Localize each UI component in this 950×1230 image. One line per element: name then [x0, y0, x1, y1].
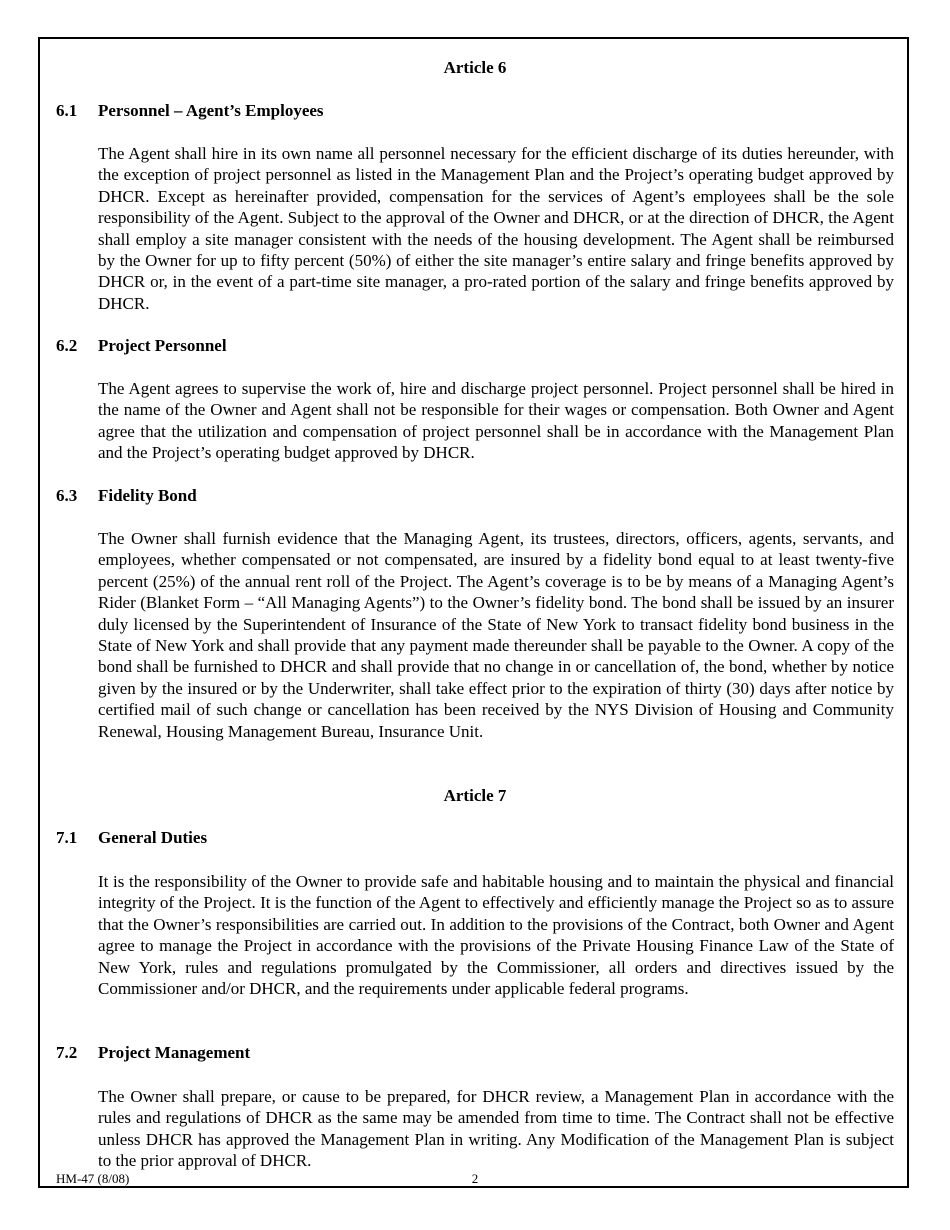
section-title: Project Personnel — [98, 336, 227, 355]
section-6-3-body: The Owner shall furnish evidence that the Managing Agent, its trustees, directors, officers, agents, servants, and employees, whether compensated or not compensated, are insured by a fidelity bond equal to at least twenty-five percent (25%) of the annual rent roll of the Project. The Agent’s coverage is to be by means of a Managing Agent’s Rider (Blanket Form – “All Managing Agents”) to the Owner’s fidelity bond. The bond shall be issued by an insurer duly licensed by the Superintendent of Insurance of the State of New York to transact fidelity bond business in the State of New York and shall provide that any payment made thereunder shall be payable to the Owner. A copy of the bond shall be furnished to DHCR and shall provide that no change in or cancellation of, the bond, whether by notice given by the insured or by the Underwriter, shall take effect prior to the expiration of thirty (30) days after notice by certified mail of such change or cancellation has been received by the NYS Division of Housing and Community Renewal, Housing Management Bureau, Insurance Unit. — [98, 529, 894, 741]
article-7-title: Article 7 — [443, 786, 507, 805]
section-6-2-body: The Agent agrees to supervise the work of, hire and discharge project personnel. Project personnel shall be hired in the name of the Owner and Agent shall not be responsible for their wages or compensation. Both Owner and Agent agree that the utilization and compensation of project personnel shall be in accordance with the Management Plan and the Project’s operating budget approved by DHCR. — [98, 379, 894, 463]
section-7-2-body: The Owner shall prepare, or cause to be prepared, for DHCR review, a Management Plan in accordance with the rules and regulations of DHCR as the same may be amended from time to time. The Contract shall not be effective unless DHCR has approved the Management Plan in writing. Any Modification of the Management Plan is subject to the prior approval of DHCR. — [98, 1087, 894, 1171]
section-title: Personnel – Agent’s Employees — [98, 101, 324, 120]
section-number: 7.2 — [56, 1043, 78, 1062]
section-number: 6.3 — [56, 486, 78, 505]
section-7-1-heading — [56, 828, 207, 848]
article-6-title: Article 6 — [443, 58, 507, 77]
section-title: General Duties — [98, 828, 208, 847]
section-number: 6.1 — [56, 101, 78, 120]
section-6-1-heading — [56, 101, 324, 121]
section-6-3-heading — [56, 486, 197, 506]
form-id: HM-47 (8/08) — [56, 1171, 130, 1186]
section-number: 7.1 — [56, 828, 78, 847]
section-7-1-body: It is the responsibility of the Owner to provide safe and habitable housing and to maintain the physical and financial integrity of the Project. It is the function of the Agent to effectively and efficiently manage the Project so as to assure that the Owner’s responsibilities are carried out. In addition to the provisions of the Contract, both Owner and Agent agree to manage the Project in accordance with the provisions of the Private Housing Finance Law of the State of New York, rules and regulations promulgated by the Commissioner, all orders and directives issued by the Commissioner and/or DHCR, and the requirements under applicable federal programs. — [98, 872, 894, 999]
page-number: 2 — [471, 1171, 479, 1186]
section-number: 6.2 — [56, 336, 78, 355]
section-7-2-heading — [56, 1043, 250, 1063]
section-6-2-heading — [56, 336, 227, 356]
section-title: Fidelity Bond — [98, 486, 197, 505]
section-title: Project Management — [98, 1043, 251, 1062]
section-6-1-body: The Agent shall hire in its own name all personnel necessary for the efficient discharge of its duties hereunder, with the exception of project personnel as listed in the Management Plan and the Project’s operating budget approved by DHCR. Except as hereinafter provided, compensation for the services of Agent’s employees shall be the sole responsibility of the Agent. Subject to the approval of the Owner and DHCR, or at the direction of DHCR, the Agent shall employ a site manager consistent with the needs of the housing development. The Agent shall be reimbursed by the Owner for up to fifty percent (50%) of either the site manager’s entire salary and fringe benefits approved by DHCR or, in the event of a part-time site manager, a pro-rated portion of the salary and fringe benefits approved by DHCR. — [98, 144, 894, 313]
